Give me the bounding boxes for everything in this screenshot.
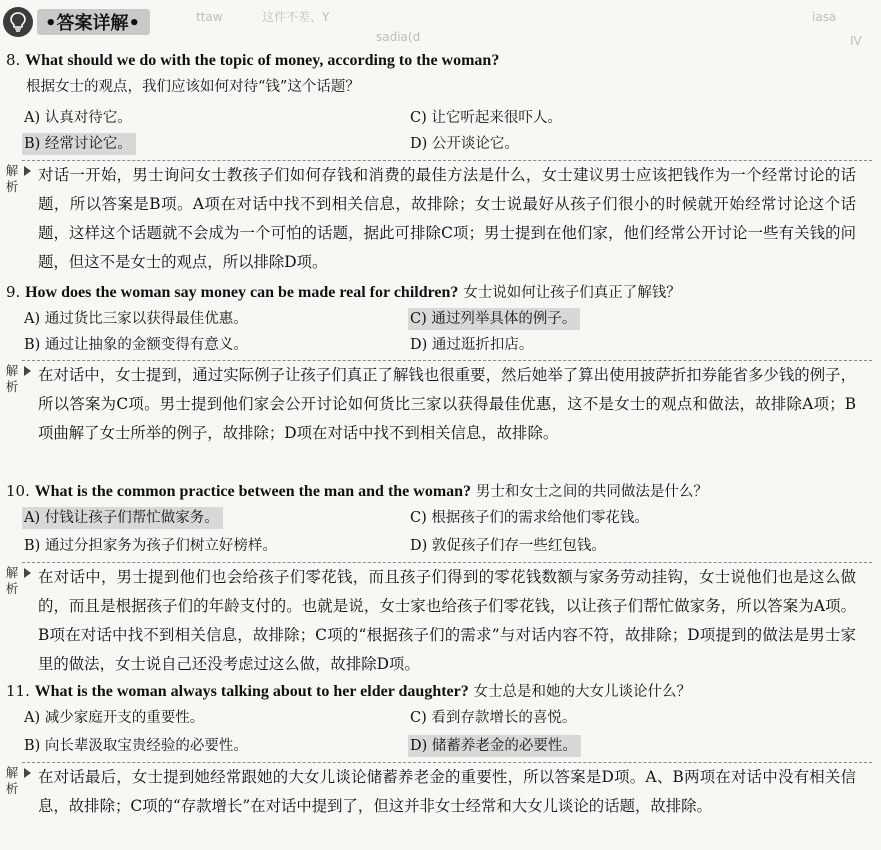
option-b: B) 通过分担家务为孩子们树立好榜样。 — [24, 538, 277, 554]
bleed-text: iasa — [812, 10, 837, 24]
section-header — [3, 4, 150, 40]
question-text-cn: 男士和女士之间的共同做法是什么？ — [475, 484, 708, 500]
option-b-correct: B) 经常讨论它。 — [22, 133, 136, 155]
question-number: 10. — [6, 482, 30, 500]
question-11 — [6, 681, 691, 703]
bleed-text: sadia(d — [376, 30, 421, 44]
lightbulb-icon — [3, 7, 33, 37]
analysis-text: 在对话中，男士提到他们也会给孩子们零花钱，而且孩子们得到的零花钱数额与家务劳动挂钩，女士说他们也是这么做的，而且是根据孩子们的年龄支付的。也就是说，女士家也给孩子们零花钱，以让孩子们帮忙做家务，所以答案为A项。B项在对话中找不到相关信息，故排除；C项的“根据孩子们的需求”与对话内容不符，故排除；D项提到的做法是男士家里的做法，女士说自己还没考虑过这么做，故排除D项。 — [38, 568, 856, 673]
question-number: 9. — [6, 283, 21, 301]
analysis-tag: 解 析 — [5, 163, 19, 194]
analysis-tag: 解 析 — [5, 565, 19, 596]
analysis-block — [5, 160, 872, 277]
question-text-en: What is the woman always talking about to her elder daughter? — [34, 683, 469, 700]
bleed-text: ttaw — [196, 10, 223, 24]
option-c: C) 让它听起来很吓人。 — [410, 110, 562, 126]
triangle-marker-icon — [24, 366, 31, 376]
question-9 — [6, 282, 681, 304]
analysis-block — [5, 762, 872, 850]
question-text-cn: 女士总是和她的大女儿谈论什么？ — [473, 684, 692, 700]
analysis-block — [5, 360, 872, 477]
question-text-en: What should we do with the topic of money, according to the woman? — [25, 52, 500, 69]
triangle-marker-icon — [24, 568, 31, 578]
analysis-text: 在对话最后，女士提到她经常跟她的大女儿谈论储蓄养老金的重要性，所以答案是D项。A、B两项在对话中没有相关信息，故排除；C项的“存款增长”在对话中提到了，但这并非女士经常和大女儿谈论的话题，故排除。 — [38, 768, 856, 815]
analysis-text: 在对话中，女士提到，通过实际例子让孩子们真正了解钱也很重要，然后她举了算出使用披萨折扣券能省多少钱的例子，所以答案为C项。男士提到他们家会公开讨论如何货比三家以获得最佳优惠，这不是女士的观点和做法，故排除A项；B项曲解了女士所举的例子，故排除；D项在对话中找不到相关信息，故排除。 — [38, 366, 856, 442]
question-number: 11. — [6, 682, 30, 700]
option-d: D) 敦促孩子们存一些红包钱。 — [410, 538, 606, 554]
question-text-en: What is the common practice between the man and the woman? — [34, 483, 472, 500]
section-title: •答案详解• — [37, 9, 150, 35]
analysis-tag: 解 析 — [5, 765, 19, 796]
bleed-text: 这件不差、Y — [262, 10, 330, 24]
option-b: B) 通过让抽象的金额变得有意义。 — [24, 337, 248, 353]
question-text-cn: 根据女士的观点，我们应该如何对待“钱”这个话题？ — [26, 79, 360, 95]
option-c: C) 根据孩子们的需求给他们零花钱。 — [410, 510, 649, 526]
question-10 — [6, 481, 708, 503]
option-a: A) 通过货比三家以获得最佳优惠。 — [24, 311, 248, 327]
analysis-text: 对话一开始，男士询问女士教孩子们如何存钱和消费的最佳方法是什么，女士建议男士应该把钱作为一个经常讨论的话题，所以答案是B项。A项在对话中找不到相关信息，故排除；女士说最好从孩子们很小的时候就开始经常讨论这个话题，这样这个话题就不会成为一个可怕的话题，据此可排除C项；男士提到在他们家，他们经常公开讨论一些有关钱的问题，但这不是女士的观点，所以排除D项。 — [38, 166, 856, 271]
analysis-block — [5, 562, 872, 679]
question-number: 8. — [6, 51, 21, 69]
option-d: D) 公开谈论它。 — [410, 136, 519, 152]
option-d-correct: D) 储蓄养老金的必要性。 — [408, 735, 581, 757]
option-a: A) 减少家庭开支的重要性。 — [24, 710, 205, 726]
bleed-text: IV — [850, 34, 862, 48]
question-8 — [6, 50, 499, 71]
option-a: A) 认真对待它。 — [24, 110, 132, 126]
question-text-en: How does the woman say money can be made real for children? — [25, 284, 459, 301]
triangle-marker-icon — [24, 768, 31, 778]
option-a-correct: A) 付钱让孩子们帮忙做家务。 — [22, 507, 223, 529]
option-d: D) 通过逛折扣店。 — [410, 337, 534, 353]
triangle-marker-icon — [24, 166, 31, 176]
question-text-cn: 女士说如何让孩子们真正了解钱？ — [463, 285, 681, 301]
analysis-tag: 解 析 — [5, 363, 19, 394]
option-c: C) 看到存款增长的喜悦。 — [410, 710, 577, 726]
option-b: B) 向长辈汲取宝贵经验的必要性。 — [24, 738, 248, 754]
option-c-correct: C) 通过列举具体的例子。 — [408, 308, 580, 330]
